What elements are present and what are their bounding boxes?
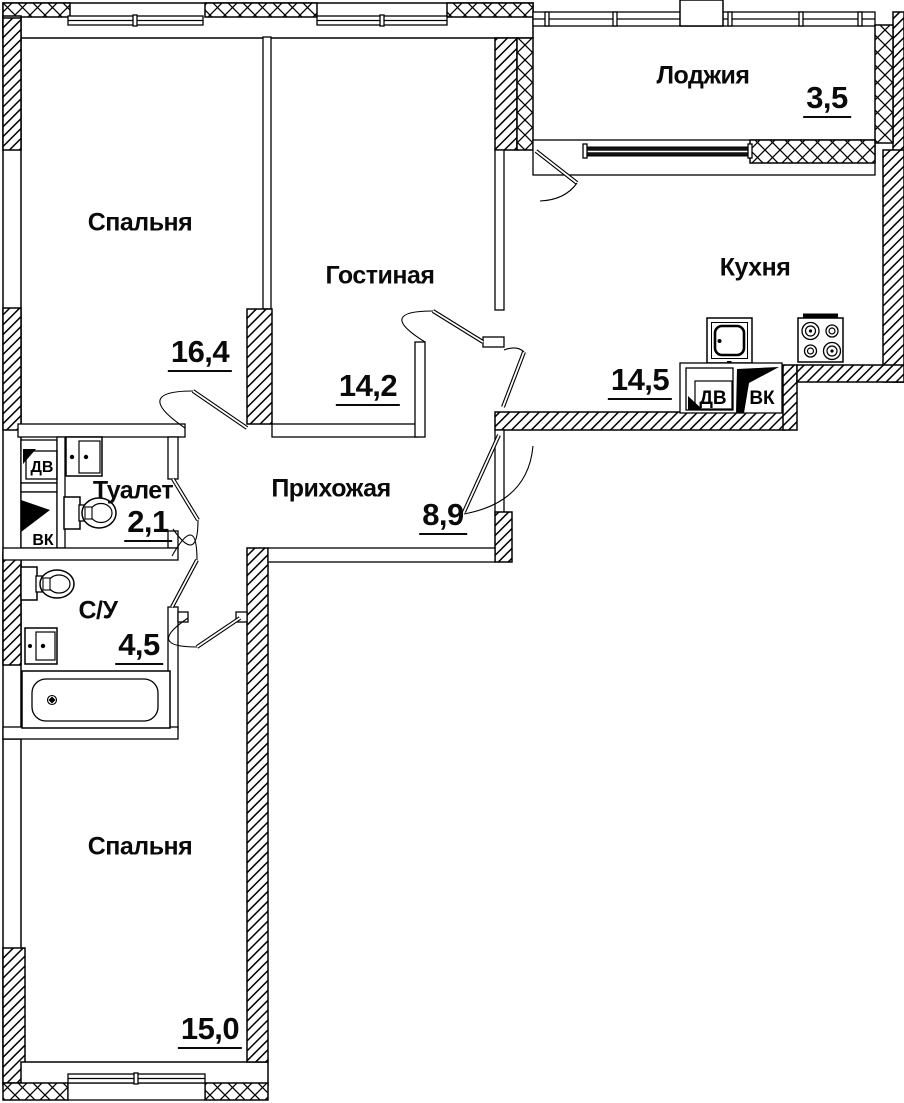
toilet-dv-label: ДВ [30, 459, 54, 476]
wall-closet-right [57, 437, 65, 548]
wall-bathroom-bottom [3, 727, 178, 739]
wall-bottom-hatch-1 [3, 1083, 68, 1100]
washbasin-icon-toilet [66, 437, 102, 476]
bathtub-icon [22, 671, 170, 728]
wall-left-hatch-1 [3, 18, 21, 150]
wall-living-right-top [495, 38, 517, 150]
window-icon-top-1 [68, 15, 203, 26]
kitchen-dv-label: ДВ [699, 388, 727, 409]
wall-kitchen-bottom-right [797, 365, 904, 382]
wall-kitchen-right [883, 150, 904, 382]
door-swing-icon-kitchen-living [503, 348, 524, 407]
washbasin-icon-bathroom [25, 628, 57, 664]
room-area-bathroom: 4,5 [115, 629, 163, 665]
room-area-hallway: 8,9 [419, 499, 467, 535]
wall-living-kitchen [495, 150, 504, 310]
closet-divider [21, 483, 57, 492]
toilet-icon-bathroom [21, 567, 74, 600]
door-swing-icon-bedroom1 [160, 391, 247, 428]
room-area-toilet: 2,1 [124, 506, 172, 542]
wall-kitchen-bottom [495, 412, 785, 430]
window-icon-top-2 [317, 15, 447, 26]
toilet-vk-label: ВК [32, 532, 54, 549]
room-label-bedroom2: Спальня [87, 832, 193, 861]
wall-toilet-bathroom [3, 548, 178, 560]
room-label-bathroom: С/У [78, 596, 118, 625]
stove-icon [798, 314, 843, 363]
column-bedroom1-living [247, 309, 272, 424]
wall-bedroom1-living [263, 37, 271, 309]
wall-bottom-hatch-2 [205, 1083, 268, 1100]
wall-loggia-right [875, 25, 893, 143]
wall-top-hatch-1 [3, 3, 70, 17]
room-label-toilet: Туалет [92, 476, 174, 505]
wall-left-hatch-3 [3, 553, 21, 665]
wall-top-hatch-2 [205, 3, 317, 17]
room-area-kitchen: 14,5 [608, 364, 672, 400]
wall-hallway-bottom [268, 548, 495, 562]
loggia-pillar-bump [680, 0, 723, 26]
wall-toilet-right-top [168, 437, 178, 479]
room-area-loggia: 3,5 [803, 82, 851, 118]
room-label-bedroom1: Спальня [87, 208, 193, 237]
door-swing-icon-living [402, 311, 483, 342]
room-label-loggia: Лоджия [656, 61, 750, 90]
window-sill-bottom [68, 1083, 205, 1100]
wall-living-connector [415, 342, 425, 437]
wall-living-bottom [272, 424, 418, 437]
wall-kitchen-step [783, 365, 797, 430]
room-area-bedroom2: 15,0 [178, 1013, 242, 1049]
column-hallway-se [495, 512, 512, 562]
wall-left-hatch-2 [3, 308, 21, 430]
wall-top-hatch-3 [447, 3, 533, 17]
kitchen-vk-label: ВК [749, 388, 775, 409]
window-icon-bottom [68, 1073, 205, 1084]
wall-stub [483, 337, 504, 347]
wall-bedroom1-bottom [18, 424, 185, 437]
loggia-kitchen-hatch [750, 140, 875, 163]
room-area-living: 14,2 [336, 370, 400, 406]
room-area-bedroom1: 16,4 [168, 336, 232, 372]
room-label-kitchen: Кухня [719, 253, 791, 282]
room-label-hallway: Прихожая [271, 474, 391, 503]
wall-bedroom2-right [247, 548, 268, 1062]
jamb-bedroom2-left [178, 612, 188, 622]
room-label-living: Гостиная [325, 261, 435, 290]
wall-loggia-left [517, 38, 533, 150]
